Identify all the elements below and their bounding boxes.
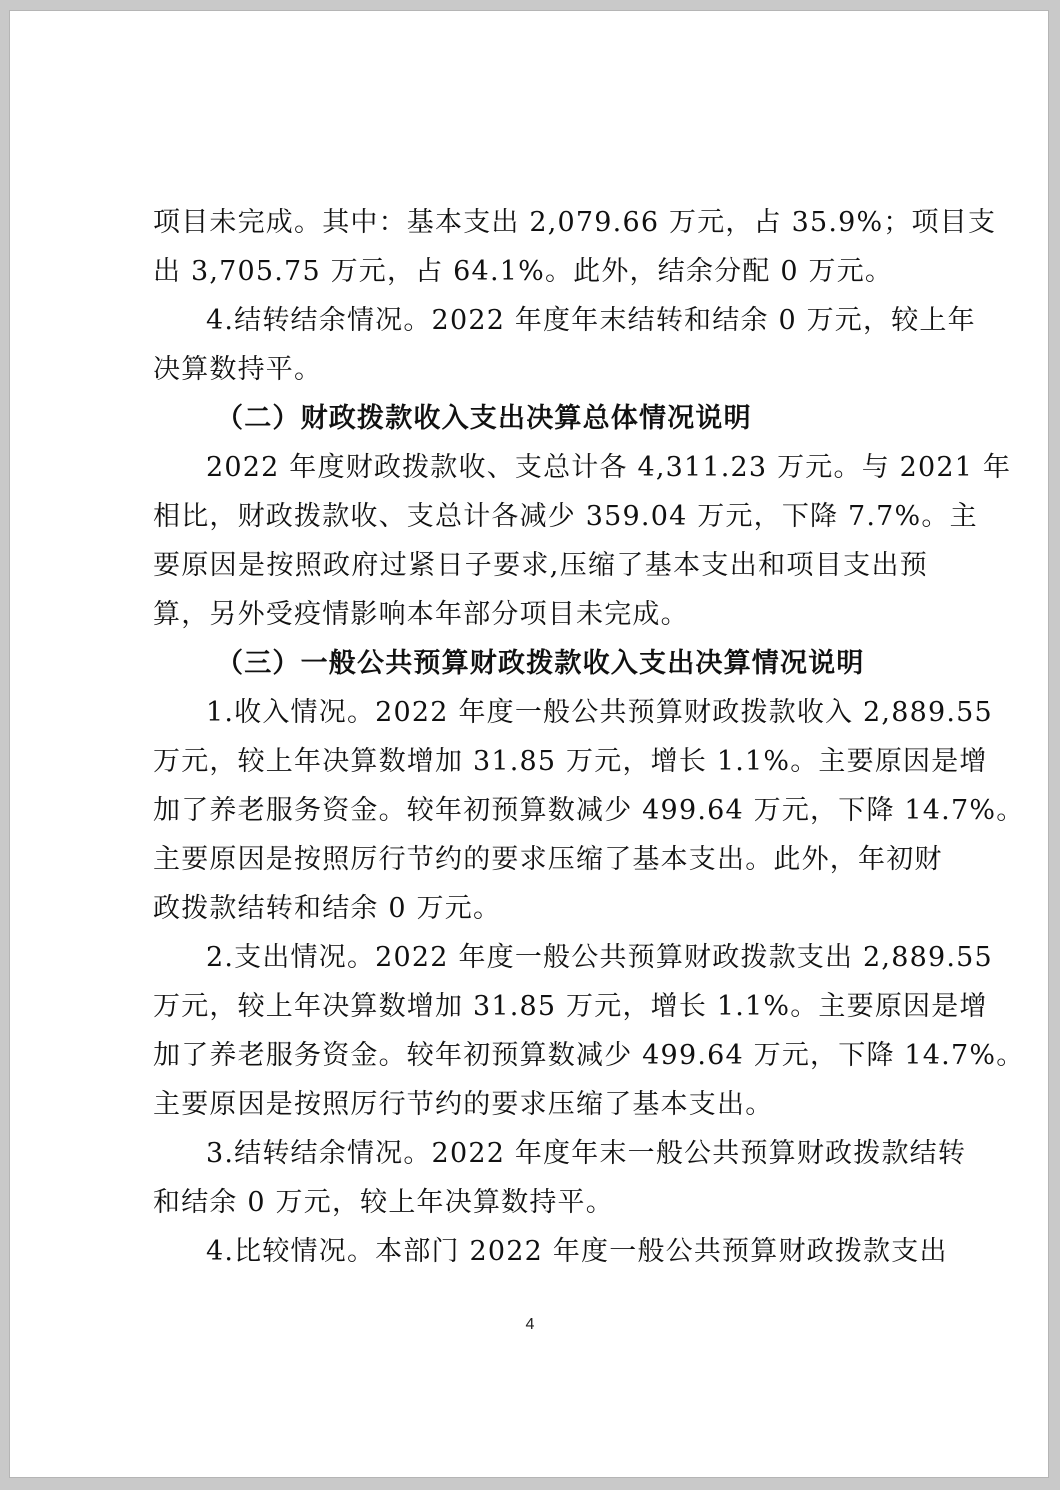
paragraph-line: 项目未完成。其中：基本支出 2,079.66 万元，占 35.9%；项目支 <box>153 207 997 238</box>
paragraph-line: 决算数持平。 <box>153 354 323 385</box>
section-heading: （三）一般公共预算财政拨款收入支出决算情况说明 <box>216 648 865 679</box>
paragraph-line: 要原因是按照政府过紧日子要求,压缩了基本支出和项目支出预 <box>153 550 928 581</box>
section-heading: （二）财政拨款收入支出决算总体情况说明 <box>216 403 752 434</box>
paragraph-line: 相比，财政拨款收、支总计各减少 359.04 万元，下降 7.7%。主 <box>153 501 978 532</box>
paragraph-line: 加了养老服务资金。较年初预算数减少 499.64 万元，下降 14.7%。 <box>153 1040 1025 1071</box>
paragraph-line: 算，另外受疫情影响本年部分项目未完成。 <box>153 599 689 630</box>
paragraph-line: 万元，较上年决算数增加 31.85 万元，增长 1.1%。主要原因是增 <box>153 746 988 777</box>
paragraph-line: 和结余 0 万元，较上年决算数持平。 <box>153 1187 614 1218</box>
paragraph-line: 4.结转结余情况。2022 年度年末结转和结余 0 万元，较上年 <box>206 305 976 336</box>
paragraph-line: 1.收入情况。2022 年度一般公共预算财政拨款收入 2,889.55 <box>206 697 993 728</box>
paragraph-line: 3.结转结余情况。2022 年度年末一般公共预算财政拨款结转 <box>206 1138 967 1169</box>
paragraph-line: 2022 年度财政拨款收、支总计各 4,311.23 万元。与 2021 年 <box>206 452 1012 483</box>
paragraph-line: 万元，较上年决算数增加 31.85 万元，增长 1.1%。主要原因是增 <box>153 991 988 1022</box>
page-number: 4 <box>525 1316 535 1333</box>
paragraph-line: 加了养老服务资金。较年初预算数减少 499.64 万元，下降 14.7%。 <box>153 795 1025 826</box>
paragraph-line: 主要原因是按照厉行节约的要求压缩了基本支出。 <box>153 1089 774 1120</box>
paragraph-line: 政拨款结转和结余 0 万元。 <box>153 893 502 924</box>
paragraph-line: 4.比较情况。本部门 2022 年度一般公共预算财政拨款支出 <box>206 1236 948 1267</box>
paragraph-line: 出 3,705.75 万元，占 64.1%。此外，结余分配 0 万元。 <box>153 256 894 287</box>
document-page <box>9 10 1049 1478</box>
paragraph-line: 主要原因是按照厉行节约的要求压缩了基本支出。此外，年初财 <box>153 844 943 875</box>
paragraph-line: 2.支出情况。2022 年度一般公共预算财政拨款支出 2,889.55 <box>206 942 993 973</box>
